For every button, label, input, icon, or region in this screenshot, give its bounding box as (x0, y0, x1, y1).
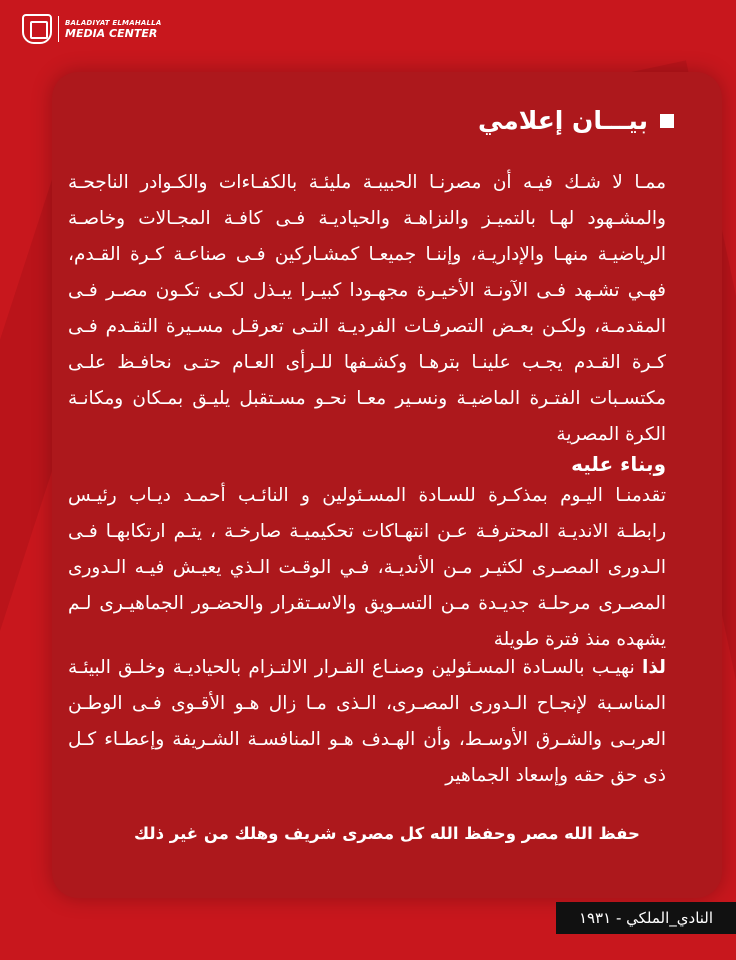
title-text: بيـــان إعلامي (477, 106, 648, 135)
text-line: ذى حق حقه وإسعاد الجماهير (445, 765, 666, 786)
text-line: المناسـبة لإنجـاح الـدورى المصـرى، الـذى مـا زال هـو الأقـوى فـى الوطـن (68, 693, 666, 714)
intro-paragraph (68, 165, 666, 453)
text-line: العربـى والشـرق الأوسـط، وأن الهـدف هـو المنافسـة الشـريفة وإعطـاء كـل (68, 729, 666, 750)
appeal-paragraph (68, 650, 666, 794)
footer-hashtag: النادي_الملكي - ١٩٣١ (556, 902, 736, 934)
text-line: مكتسـبات الفتـرة الماضيـة ونسـير معـا نحـو مسـتقبل يليـق بمـكان ومكانـة (68, 388, 666, 409)
brand-line-2: MEDIA CENTER (65, 26, 158, 40)
brand-line-1: BALADIYAT ELMAHALLA (65, 18, 162, 27)
media-center-logo (22, 14, 161, 44)
text-line: تقدمنـا اليـوم بمذكـرة للسـادة المسـئولين و النائـب أحمـد ديـاب رئيـس (68, 485, 666, 506)
text-line: رابطـة الانديـة المحترفـة عـن انتهـاكات تحكيميـة صارخـة ، يتـم ارتكابهـا فـى (68, 521, 666, 542)
text-line: المقدمـة، ولكـن بعـض التصرفـات الفرديـة التـى تعرقـل مسـيرة التقـدم فـى (68, 316, 666, 337)
appeal-lead: لذا (642, 657, 666, 678)
text-line (68, 650, 666, 686)
text-line: والمشـهود لهـا بالتميـز والنزاهـة والحياديـة فـى كافـة المجـالات وخاصـة (68, 208, 666, 229)
section-paragraph (68, 478, 666, 658)
square-bullet-icon (660, 114, 674, 128)
statement-title (478, 106, 674, 135)
text-line: فهـي تشـهد فـى الآونـة الأخيـرة مجهـودا كبيـرا يبـذل لكـى تكـون مصـر فـى (68, 280, 666, 301)
appeal-line-text: نهيـب بالسـادة المسـئولين وصنـاع القـرار الالتـزام بالحياديـة وخلـق البيئـة (68, 657, 643, 678)
text-line: كـرة القـدم يجـب علينـا بترهـا وكشـفها للـرأى العـام حتـى نحافـظ علـى (68, 352, 666, 373)
text-line: المصـرى مرحلـة جديـدة مـن التسـويق والاسـتقرار والحضـور الجماهيـرى لـم (68, 593, 666, 614)
text-line: الـدورى المصـرى لكثيـر مـن الأنديـة، فـي الوقـت الـذي يعيـش فيـه الـدورى (68, 557, 666, 578)
section-heading: وبناء عليه (571, 452, 666, 476)
text-line: الكرة المصرية (556, 424, 666, 445)
logo-divider (58, 16, 59, 42)
text-line: ممـا لا شـك فيـه أن مصرنـا الحبيبـة مليئـة بالكفـاءات والكـوادر الناجحـة (68, 172, 666, 193)
text-line: الرياضيـة منهـا والإداريـة، وإننـا جميعـا كمشـاركين فـى صناعـة كـرة القـدم، (68, 244, 666, 265)
club-crest-icon (22, 14, 52, 44)
closing-line: حفظ الله مصر وحفظ الله كل مصرى شريف وهلك من غير ذلك (134, 824, 640, 843)
text-line: يشهده منذ فترة طويلة (493, 629, 666, 650)
